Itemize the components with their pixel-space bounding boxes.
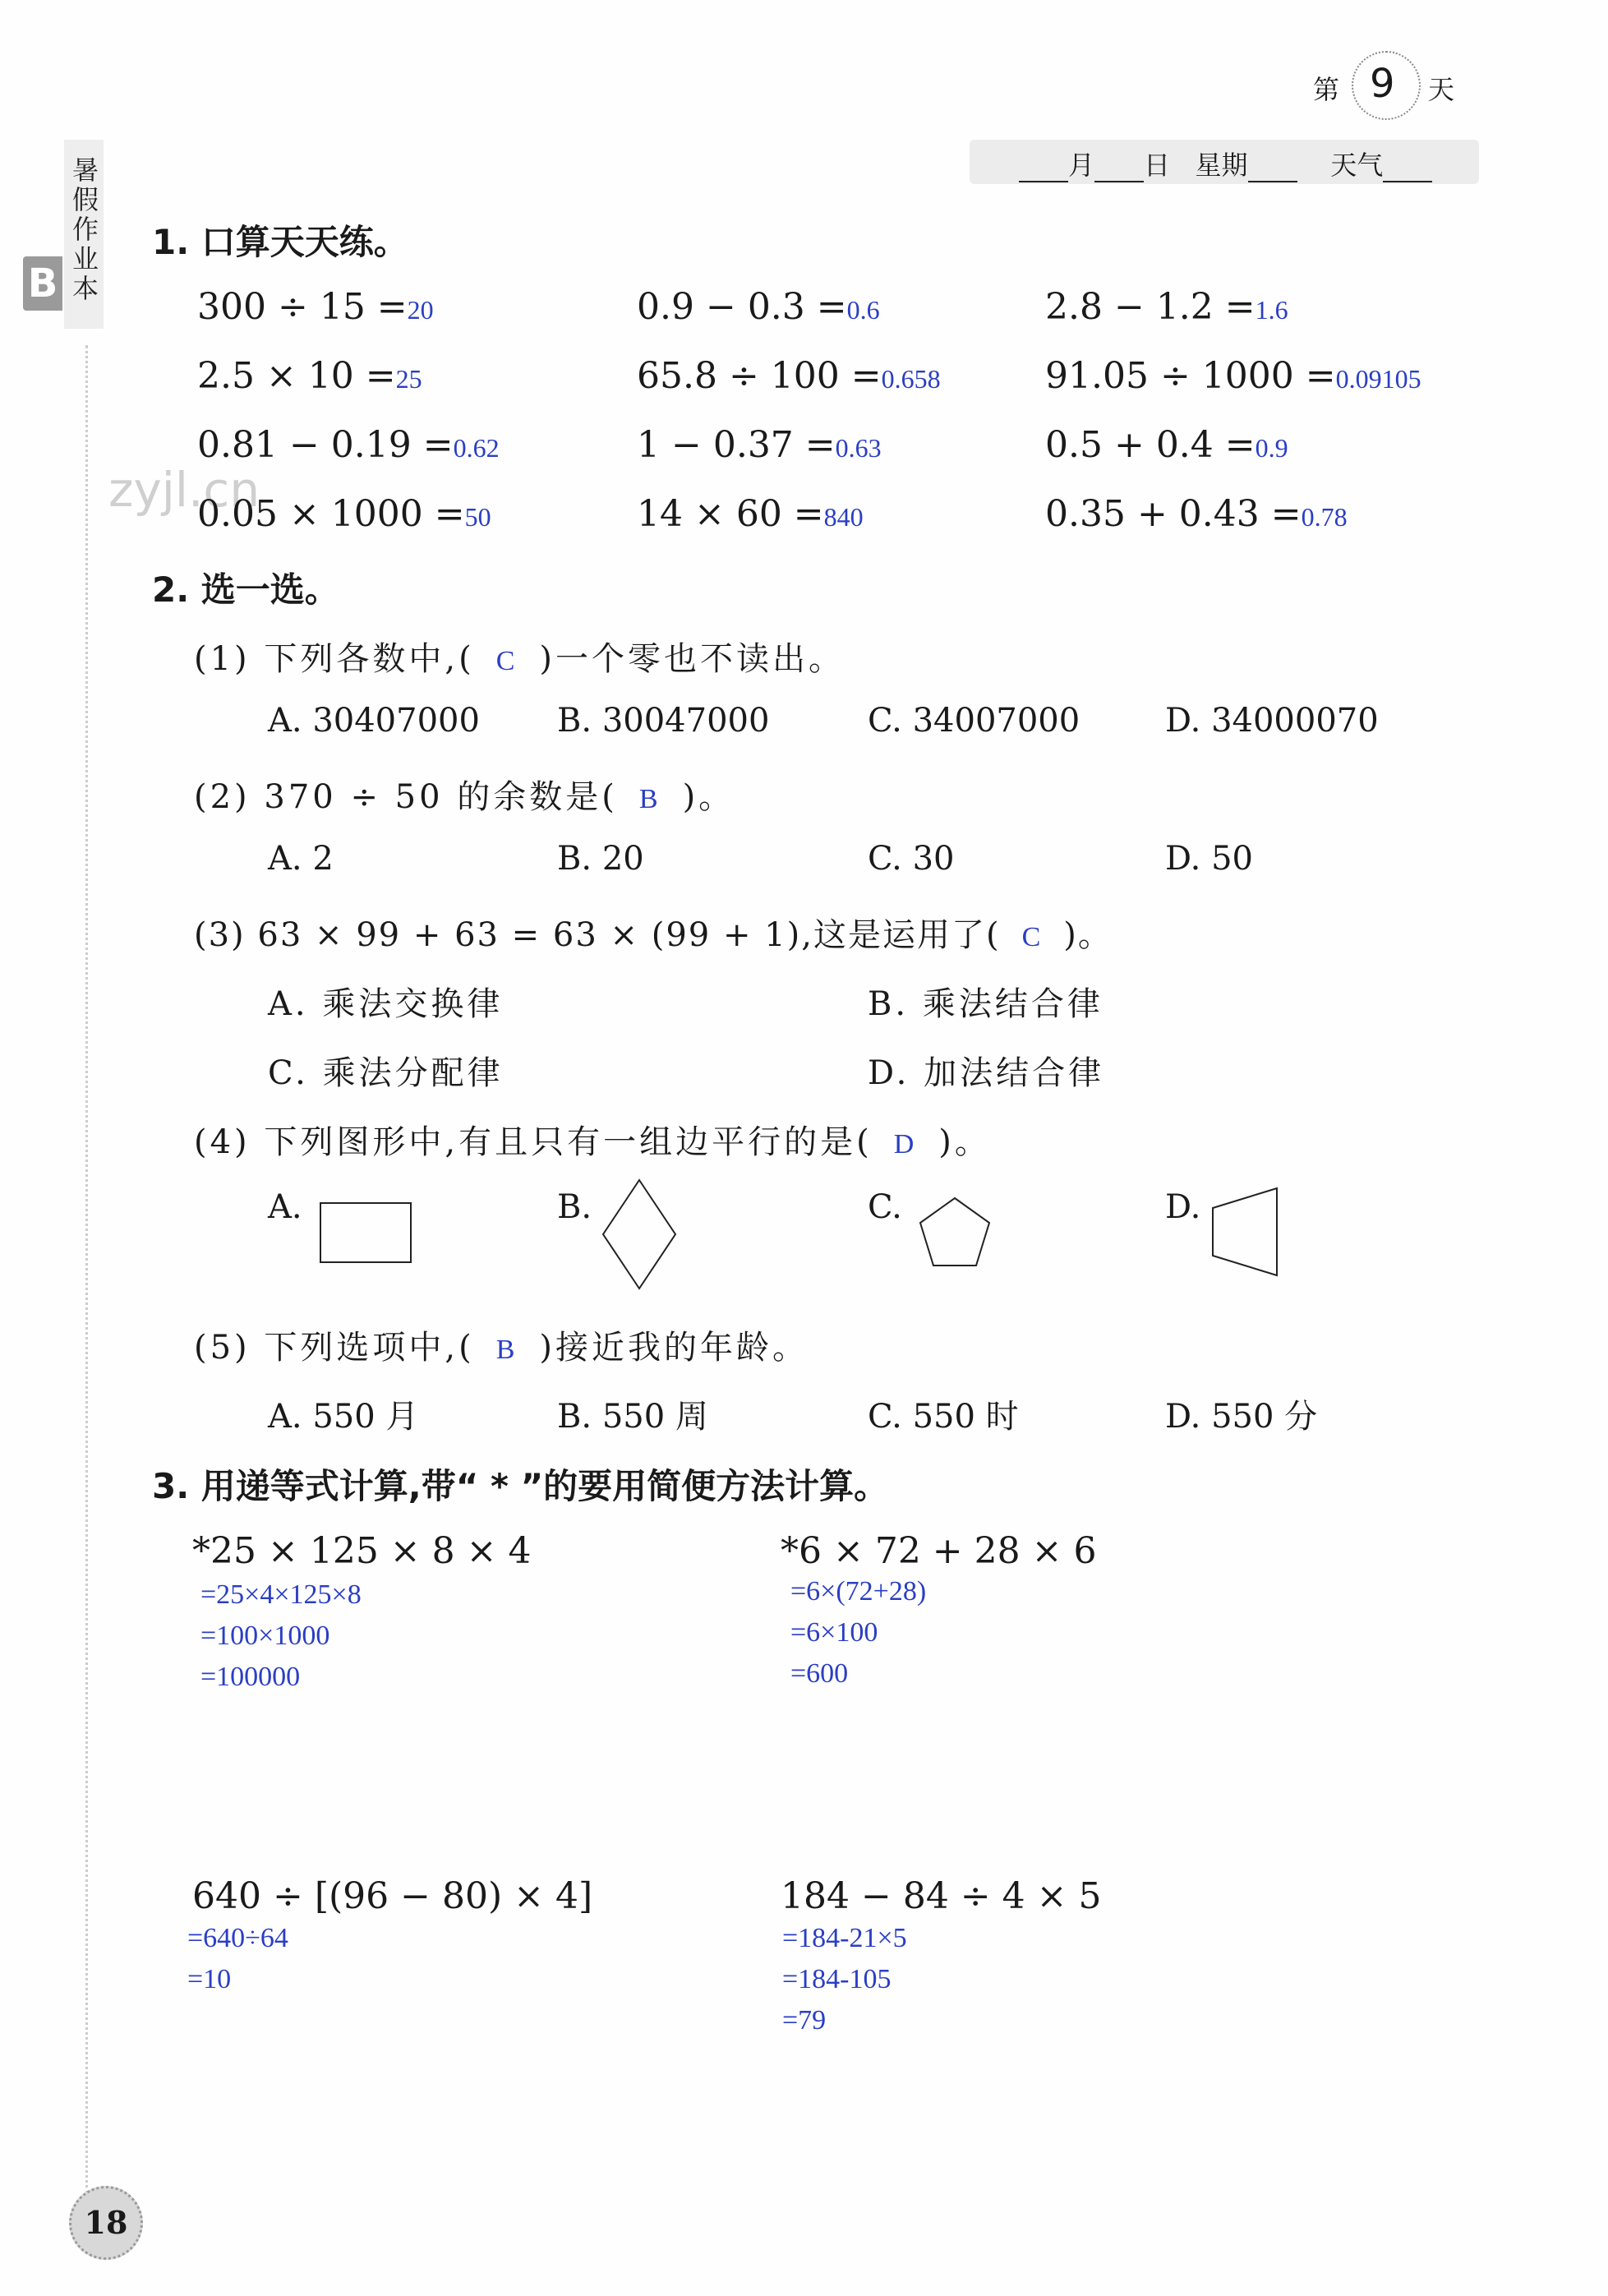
oral-item: 0.05 × 1000 =50	[197, 493, 491, 535]
problem-expression: 640 ÷ [(96 − 80) × 4]	[192, 1875, 593, 1917]
oral-item: 65.8 ÷ 100 =0.658	[637, 355, 941, 397]
oral-item: 300 ÷ 15 =20	[197, 286, 434, 328]
page-number: 18	[69, 2186, 143, 2260]
option: D.	[1165, 1188, 1201, 1226]
question-2: (2) 370 ÷ 50 的余数是( B )。	[194, 778, 735, 816]
option: D. 34000070	[1165, 702, 1379, 740]
day-suffix: 天	[1428, 74, 1455, 105]
answer: C	[1021, 922, 1043, 952]
question-4: (4) 下列图形中,有且只有一组边平行的是( D )。	[194, 1123, 991, 1161]
work-step: =79	[782, 2005, 827, 2036]
oral-item: 0.35 + 0.43 =0.78	[1045, 493, 1348, 535]
question-1: (1) 下列各数中,( C )一个零也不读出。	[194, 640, 845, 678]
sidebar-title: 暑假作业本	[68, 156, 99, 304]
pentagon-shape	[914, 1193, 996, 1275]
problem-expression: *6 × 72 + 28 × 6	[781, 1530, 1097, 1572]
answer: 0.63	[835, 433, 882, 463]
oral-item: 0.81 − 0.19 =0.62	[197, 424, 500, 466]
question-3: (3) 63 × 99 + 63 = 63 × (99 + 1),这是运用了( C )。	[194, 916, 1113, 954]
option: A. 2	[268, 840, 334, 878]
work-step: =10	[187, 1964, 232, 1994]
oral-item: 14 × 60 =840	[637, 493, 864, 535]
oral-item: 0.5 + 0.4 =0.9	[1045, 424, 1288, 466]
answer: 50	[464, 502, 491, 532]
answer: 20	[407, 295, 434, 325]
option: C. 乘法分配律	[268, 1054, 504, 1092]
answer: 25	[395, 364, 422, 394]
weekday-label: 星期	[1195, 150, 1248, 181]
rectangle-shape	[317, 1196, 416, 1266]
oral-item: 1 − 0.37 =0.63	[637, 424, 882, 466]
work-step: =600	[790, 1658, 849, 1689]
rhombus-shape	[600, 1177, 682, 1292]
date-line	[1019, 145, 1432, 182]
work-step: =100×1000	[200, 1621, 330, 1651]
work-step: =25×4×125×8	[200, 1579, 362, 1610]
option: C.	[868, 1188, 902, 1226]
section1-title: 1. 口算天天练。	[152, 222, 408, 262]
option: B. 550 周	[557, 1398, 708, 1436]
section2-title: 2. 选一选。	[152, 569, 339, 610]
problem-expression: 184 − 84 ÷ 4 × 5	[781, 1875, 1102, 1917]
watermark: zyjl.cn	[108, 462, 260, 518]
section3-title: 3. 用递等式计算,带“ * ”的要用简便方法计算。	[152, 1466, 889, 1506]
answer: B	[495, 1335, 518, 1365]
problem-expression: *25 × 125 × 8 × 4	[192, 1530, 532, 1572]
month-label: 月	[1068, 150, 1095, 181]
option: C. 550 时	[868, 1398, 1019, 1436]
answer: D	[893, 1129, 918, 1160]
answer: 840	[823, 502, 864, 532]
option: D. 550 分	[1165, 1398, 1318, 1436]
answer: C	[495, 646, 518, 676]
work-step: =100000	[200, 1662, 301, 1692]
option: B. 30047000	[557, 702, 770, 740]
answer: 0.658	[881, 364, 941, 394]
work-step: =184-105	[782, 1964, 892, 1994]
work-step: =6×(72+28)	[790, 1576, 927, 1607]
option: B.	[557, 1188, 592, 1226]
work-step: =640÷64	[187, 1923, 288, 1953]
option: A. 乘法交换律	[268, 985, 504, 1023]
day-label: 日	[1144, 150, 1171, 181]
answer: 0.9	[1255, 433, 1288, 463]
answer: 0.09105	[1335, 364, 1421, 394]
option: C. 30	[868, 840, 955, 878]
option: D. 50	[1165, 840, 1253, 878]
option: A.	[268, 1188, 302, 1226]
question-5: (5) 下列选项中,( B )接近我的年龄。	[194, 1329, 809, 1367]
answer: 0.62	[453, 433, 500, 463]
divider	[85, 345, 88, 2194]
sidebar-letter-badge: B	[23, 256, 62, 311]
option: C. 34007000	[868, 702, 1080, 740]
answer: 0.6	[846, 295, 880, 325]
option: B. 20	[557, 840, 644, 878]
oral-item: 0.9 − 0.3 =0.6	[637, 286, 880, 328]
oral-item: 91.05 ÷ 1000 =0.09105	[1045, 355, 1421, 397]
weather-label: 天气	[1330, 150, 1384, 181]
option: A. 550 月	[268, 1398, 419, 1436]
day-prefix: 第	[1313, 74, 1340, 105]
option: B. 乘法结合律	[868, 985, 1103, 1023]
answer: 1.6	[1255, 295, 1288, 325]
answer: B	[638, 784, 661, 814]
oral-item: 2.5 × 10 =25	[197, 355, 422, 397]
answer: 0.78	[1301, 502, 1348, 532]
work-step: =6×100	[790, 1617, 878, 1648]
option: A. 30407000	[268, 702, 480, 740]
day-number: 9	[1370, 61, 1395, 107]
work-step: =184-21×5	[782, 1923, 907, 1953]
trapezoid-shape	[1208, 1183, 1282, 1282]
oral-item: 2.8 − 1.2 =1.6	[1045, 286, 1288, 328]
option: D. 加法结合律	[868, 1054, 1105, 1092]
